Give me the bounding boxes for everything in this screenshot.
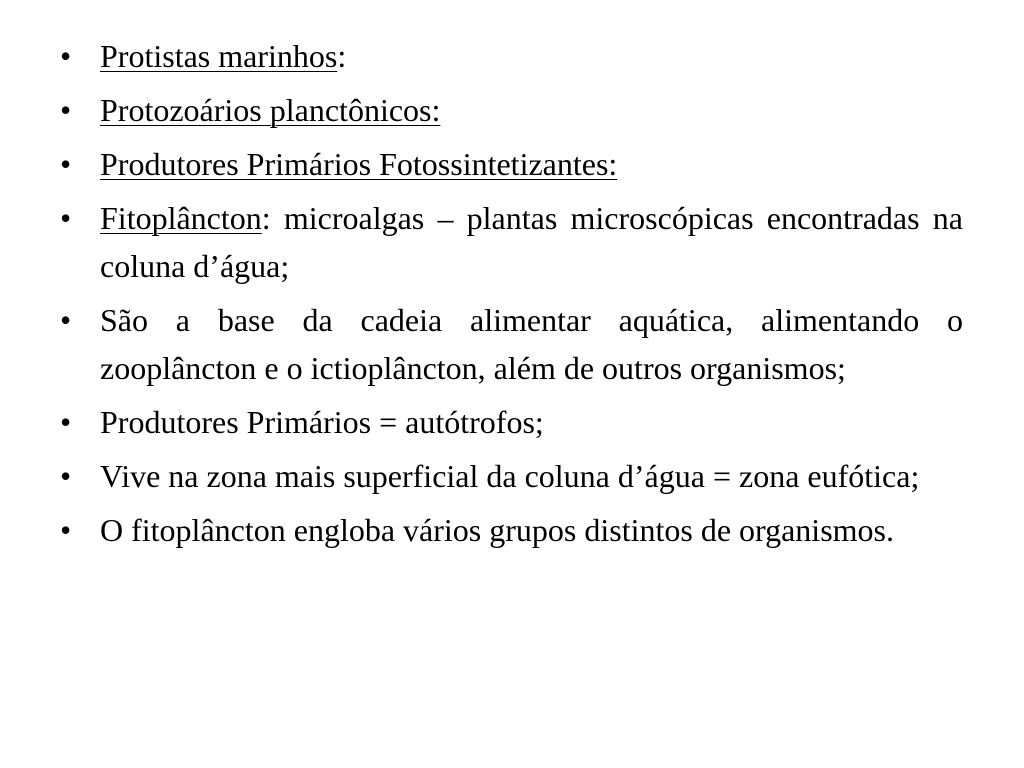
bullet-dot-icon: • xyxy=(60,512,72,548)
bullet-item-base-cadeia xyxy=(60,296,963,392)
bullet-dot-icon: • xyxy=(60,458,72,494)
item-text: São a base da cadeia alimentar aquática, alimentando o zooplâncton e o ictioplâncton, além de outros organismos; xyxy=(100,302,963,386)
bullet-dot-icon: • xyxy=(60,404,72,440)
bullet-list xyxy=(60,32,963,560)
bullet-dot-icon: • xyxy=(60,38,72,74)
underlined-term: Protistas marinhos xyxy=(100,38,338,74)
bullet-dot-icon: • xyxy=(60,146,72,182)
item-text: O fitoplâncton engloba vários grupos distintos de organismos. xyxy=(100,512,894,548)
item-text: Produtores Primários = autótrofos; xyxy=(100,404,544,440)
bullet-item-autotrofos xyxy=(60,398,963,446)
bullet-item-zona-eufotica xyxy=(60,452,963,500)
bullet-item-fitoplancton xyxy=(60,194,963,290)
underlined-term: Produtores Primários Fotossintetizantes: xyxy=(100,146,618,182)
bullet-item-protozoarios xyxy=(60,86,963,134)
bullet-dot-icon: • xyxy=(60,200,72,236)
bullet-item-produtores-fotossintetizantes xyxy=(60,140,963,188)
bullet-dot-icon: • xyxy=(60,302,72,338)
item-text: Vive na zona mais superficial da coluna d’água = zona eufótica; xyxy=(100,458,920,494)
bullet-item-grupos-distintos xyxy=(60,506,963,554)
bullet-item-protistas xyxy=(60,32,963,80)
item-text: : microalgas – plantas microscópicas encontradas na coluna d’água; xyxy=(100,200,963,284)
bullet-dot-icon: • xyxy=(60,92,72,128)
underlined-term: Protozoários planctônicos: xyxy=(100,92,441,128)
underlined-term: Fitoplâncton xyxy=(100,200,262,236)
item-text: : xyxy=(337,38,347,74)
